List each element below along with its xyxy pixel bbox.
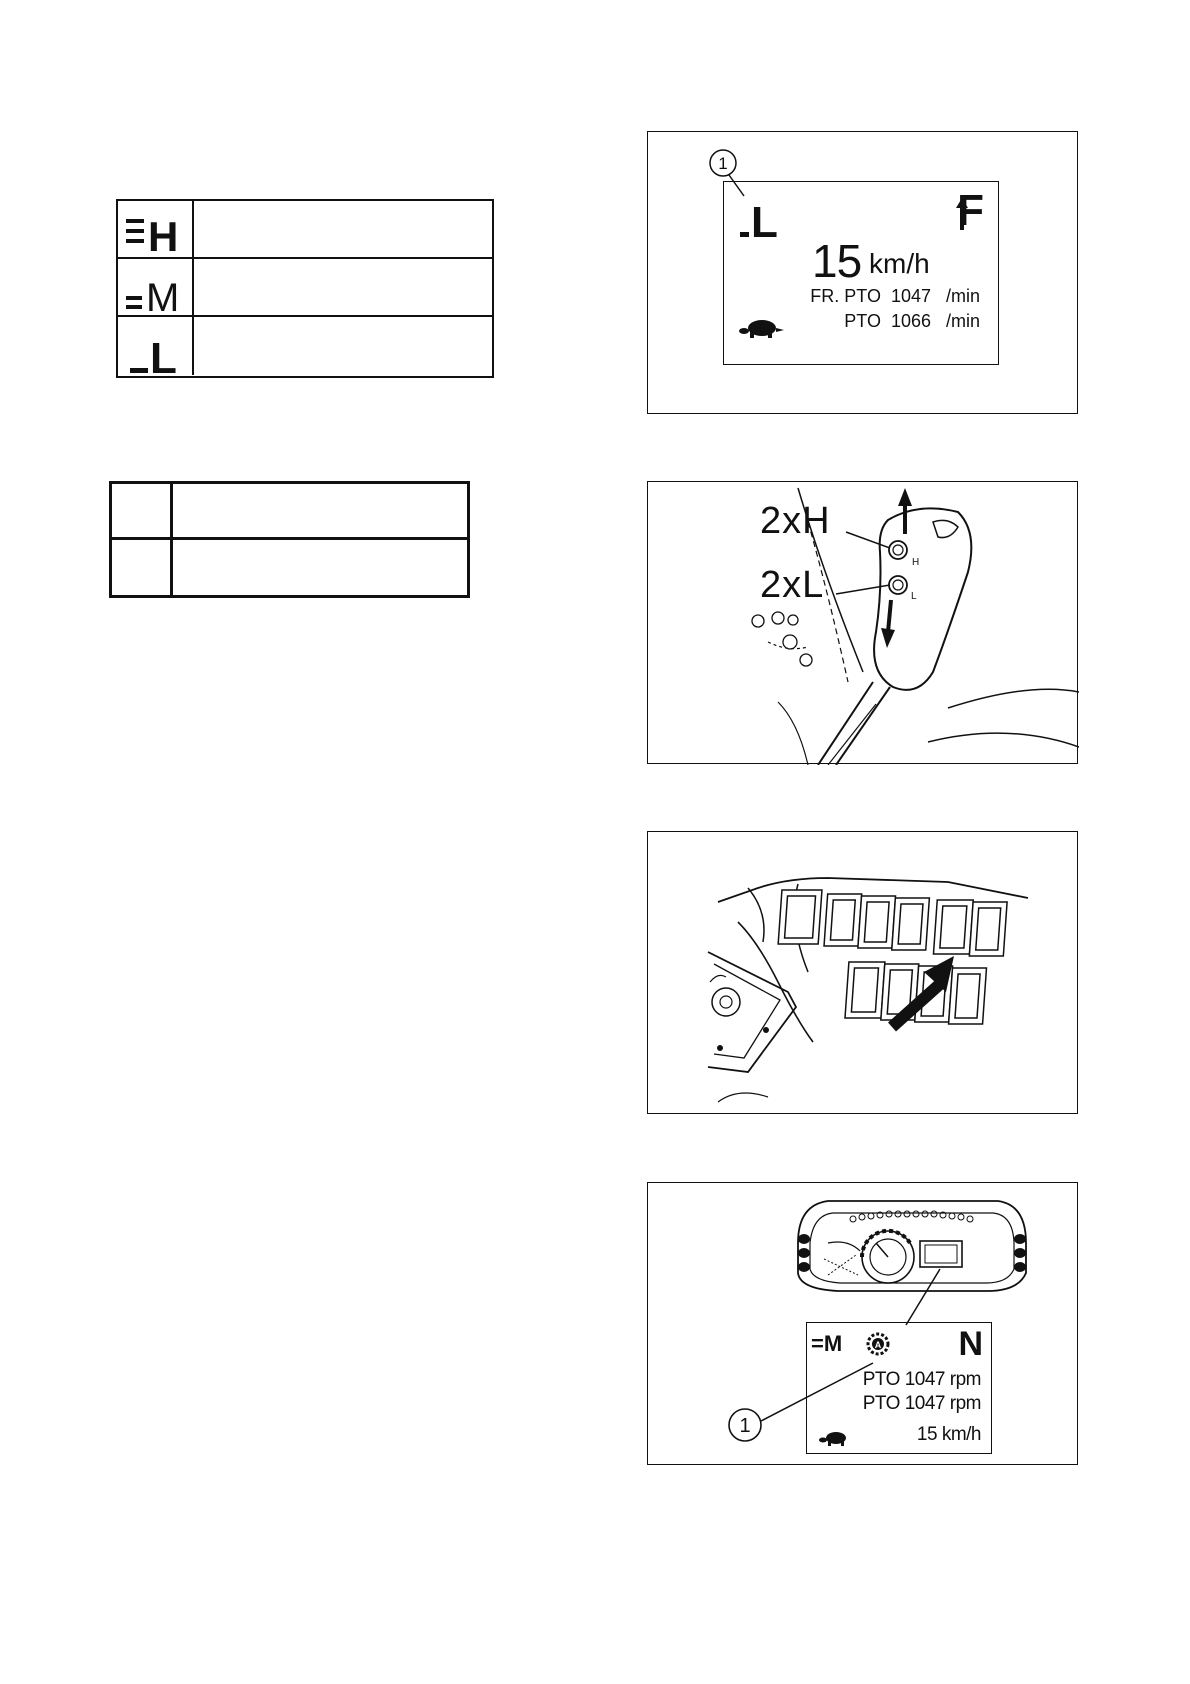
range-low-letter: L xyxy=(150,334,177,377)
speed-unit: km/h xyxy=(869,248,930,279)
svg-text:L: L xyxy=(911,591,917,602)
figure-joystick xyxy=(647,481,1078,764)
small-table xyxy=(109,481,470,598)
figure4-callout-number: 1 xyxy=(739,1415,751,1437)
rear-pto-rpm: PTO 1047 rpm xyxy=(862,1393,981,1414)
speed-value: 15 xyxy=(812,235,862,287)
small-table-row xyxy=(112,540,467,596)
ground-speed: 15 km/h xyxy=(916,1424,981,1445)
range-symbol-cell xyxy=(118,201,194,257)
low-button-label: 2xL xyxy=(760,564,825,606)
enlarged-display-screen xyxy=(806,1322,992,1454)
figure-display-range xyxy=(647,131,1078,414)
range-high-description xyxy=(200,201,486,257)
rear-pto-readout: PTO 1066 /min xyxy=(844,311,980,331)
range-indicator: =M xyxy=(811,1331,843,1356)
range-low-description xyxy=(200,317,486,375)
figure1-callout-number: 1 xyxy=(718,154,728,173)
turtle-icon xyxy=(738,316,786,340)
range-high-symbol xyxy=(118,201,192,257)
direction-indicator: F xyxy=(957,186,984,235)
display-screen xyxy=(723,181,999,365)
front-pto-rpm: PTO 1047 rpm xyxy=(862,1369,981,1390)
small-table-key xyxy=(112,540,173,596)
figure-instrument-cluster xyxy=(647,1182,1078,1465)
joystick-illustration xyxy=(648,482,1079,765)
range-high-letter: H xyxy=(148,213,179,257)
range-medium-letter: M xyxy=(146,276,180,315)
small-table-key xyxy=(112,484,173,537)
range-symbol-cell xyxy=(118,317,194,375)
small-table-row xyxy=(112,484,467,540)
range-row-medium xyxy=(118,259,492,317)
small-table-value xyxy=(180,484,461,537)
range-medium-description xyxy=(200,259,486,315)
turtle-icon xyxy=(819,1429,853,1447)
figure-switch-panel xyxy=(647,831,1078,1114)
auto-pto-icon xyxy=(863,1329,893,1359)
gear-indicator: N xyxy=(958,1325,983,1363)
range-row-low xyxy=(118,317,492,375)
svg-text:A: A xyxy=(874,1340,882,1350)
range-symbol-cell xyxy=(118,259,194,315)
svg-text:H: H xyxy=(912,557,920,568)
small-table-value xyxy=(180,540,461,596)
range-low-symbol xyxy=(118,317,192,377)
front-pto-readout: FR. PTO 1047 /min xyxy=(810,286,980,306)
range-medium-symbol xyxy=(118,259,192,315)
high-button-label: 2xH xyxy=(760,500,831,542)
figure1-range-letter: L xyxy=(751,198,778,247)
range-row-high xyxy=(118,201,492,259)
range-symbol-table xyxy=(116,199,494,378)
switch-panel-illustration xyxy=(648,832,1079,1115)
range-low-indicator xyxy=(738,190,818,250)
